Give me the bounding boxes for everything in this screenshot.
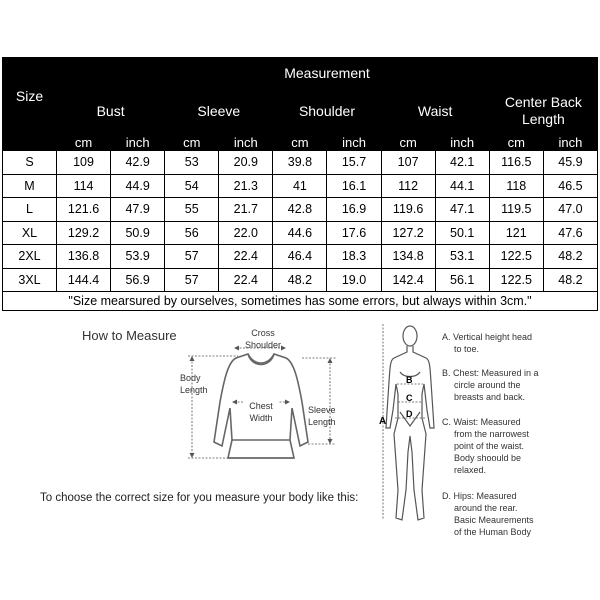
value-cell: 20.9 [219,151,273,175]
body-length-label: Body Length [180,373,208,395]
bust-header: Bust [57,89,165,134]
value-cell: 42.9 [111,151,165,175]
value-cell: 142.4 [381,268,435,292]
sleeve-header: Sleeve [165,89,273,134]
measurement-header: Measurement [57,58,598,89]
annotation-a: A. Vertical height head to toe. [442,332,533,354]
value-cell: 42.8 [273,198,327,222]
value-cell: 53 [165,151,219,175]
table-row [3,245,598,269]
value-cell: 41 [273,174,327,198]
unit-header: cm [489,134,543,151]
value-cell: 53.1 [435,245,489,269]
value-cell: 22.4 [219,268,273,292]
value-cell: 46.4 [273,245,327,269]
unit-header: inch [219,134,273,151]
value-cell: 39.8 [273,151,327,175]
value-cell: 56.9 [111,268,165,292]
value-cell: 44.1 [435,174,489,198]
measurement-note: "Size mearsured by ourselves, sometimes has some errors, but always within 3cm." [3,292,598,311]
value-cell: 15.7 [327,151,381,175]
value-cell: 127.2 [381,221,435,245]
unit-header: inch [435,134,489,151]
shoulder-header: Shoulder [273,89,381,134]
marker-b: B [406,375,413,385]
value-cell: 121 [489,221,543,245]
value-cell: 53.9 [111,245,165,269]
value-cell: 56.1 [435,268,489,292]
value-cell: 16.9 [327,198,381,222]
unit-header: cm [165,134,219,151]
value-cell: 116.5 [489,151,543,175]
unit-header: inch [543,134,597,151]
value-cell: 46.5 [543,174,597,198]
unit-row [3,134,598,151]
table-row [3,151,598,175]
value-cell: 22.0 [219,221,273,245]
value-cell: 16.1 [327,174,381,198]
value-cell: 45.9 [543,151,597,175]
value-cell: 17.6 [327,221,381,245]
size-cell: XL [3,221,57,245]
size-chart-table [2,57,598,311]
value-cell: 47.9 [111,198,165,222]
table-row [3,174,598,198]
value-cell: 44.9 [111,174,165,198]
value-cell: 57 [165,245,219,269]
value-cell: 144.4 [57,268,111,292]
marker-d: D [406,409,413,419]
value-cell: 21.3 [219,174,273,198]
value-cell: 56 [165,221,219,245]
size-header: Size [3,58,57,134]
value-cell: 18.3 [327,245,381,269]
value-cell: 119.5 [489,198,543,222]
value-cell: 54 [165,174,219,198]
value-cell: 114 [57,174,111,198]
value-cell: 50.1 [435,221,489,245]
value-cell: 22.4 [219,245,273,269]
value-cell: 42.1 [435,151,489,175]
annotation-b: B. Chest: Measured in a circle around the breasts and back. [442,368,539,402]
size-header-spacer [3,134,57,151]
unit-header: cm [381,134,435,151]
annotation-d: D. Hips: Measured around the rear. Basic Meaurements of the Human Body [442,491,534,537]
value-cell: 57 [165,268,219,292]
unit-header: inch [111,134,165,151]
unit-header: cm [273,134,327,151]
annotation-c: C. Waist: Measured from the narrowest point of the waist. Body shoould be relaxed. [442,417,530,475]
value-cell: 121.6 [57,198,111,222]
value-cell: 50.9 [111,221,165,245]
size-cell: L [3,198,57,222]
value-cell: 112 [381,174,435,198]
value-cell: 107 [381,151,435,175]
value-cell: 44.6 [273,221,327,245]
marker-c: C [406,393,413,403]
size-cell: 2XL [3,245,57,269]
center-back-length-header: Center Back Length [489,89,597,134]
value-cell: 122.5 [489,245,543,269]
chest-width-label: Chest Width [244,400,278,424]
cross-shoulder-label: Cross Shoulder [244,328,282,350]
waist-header: Waist [381,89,489,134]
unit-header: cm [57,134,111,151]
value-cell: 47.6 [543,221,597,245]
value-cell: 129.2 [57,221,111,245]
instruction-text: To choose the correct size for you measure your body like this: [40,492,359,504]
value-cell: 48.2 [543,245,597,269]
unit-header: inch [327,134,381,151]
value-cell: 48.2 [273,268,327,292]
value-cell: 109 [57,151,111,175]
value-cell: 118 [489,174,543,198]
value-cell: 119.6 [381,198,435,222]
value-cell: 136.8 [57,245,111,269]
value-cell: 47.0 [543,198,597,222]
table-row [3,221,598,245]
body-figure [380,322,440,532]
marker-a: A [379,416,387,427]
value-cell: 134.8 [381,245,435,269]
value-cell: 55 [165,198,219,222]
table-row [3,198,598,222]
value-cell: 47.1 [435,198,489,222]
body-outline [386,326,434,520]
value-cell: 19.0 [327,268,381,292]
sleeve-length-label: Sleeve Length [308,405,336,427]
size-cell: 3XL [3,268,57,292]
size-cell: S [3,151,57,175]
value-cell: 21.7 [219,198,273,222]
size-cell: M [3,174,57,198]
value-cell: 48.2 [543,268,597,292]
value-cell: 122.5 [489,268,543,292]
how-to-measure-title: How to Measure [82,328,177,343]
table-row [3,268,598,292]
